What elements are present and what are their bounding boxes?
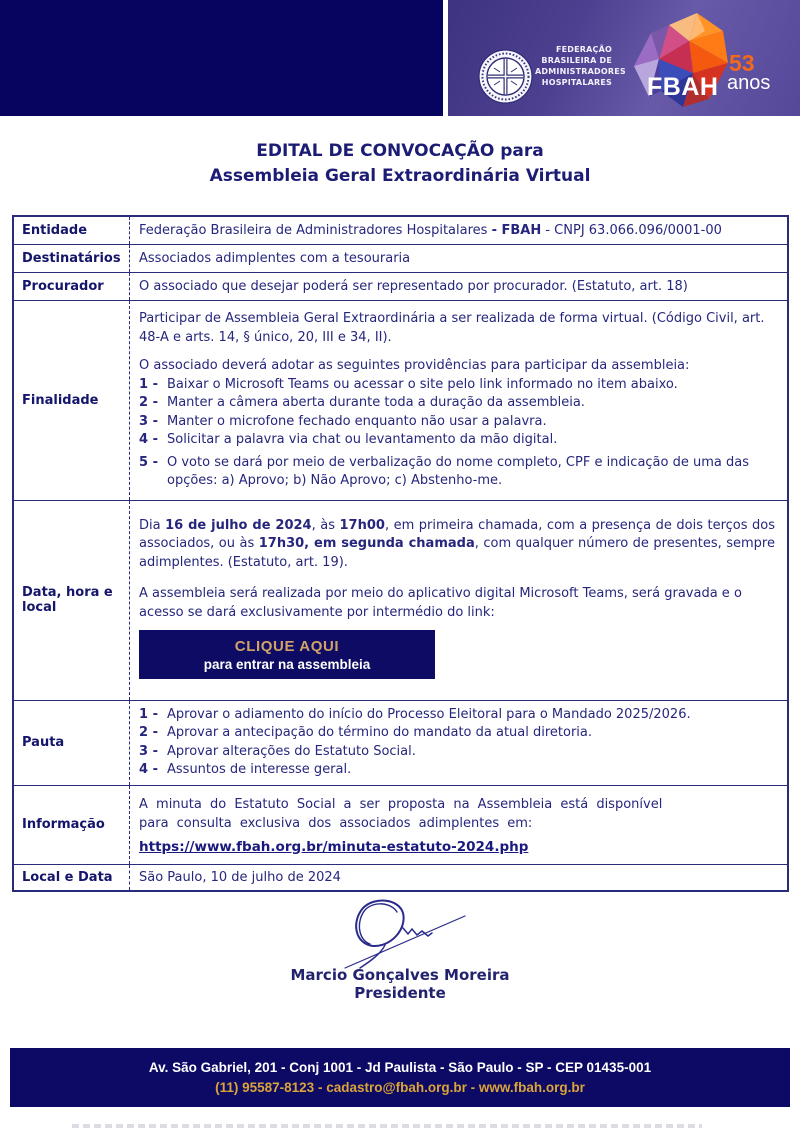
finalidade-label: Finalidade xyxy=(22,392,99,408)
pauta-value xyxy=(129,701,787,785)
procurador-label: Procurador xyxy=(22,279,104,294)
entidade-text-pre: Federação Brasileira de Administradores Hospitalares xyxy=(139,223,492,238)
finalidade-item xyxy=(139,376,775,395)
item-number: 3 - xyxy=(139,743,158,759)
entidade-value xyxy=(129,217,787,244)
item-number: 5 - xyxy=(139,454,158,470)
p1-seg: Dia xyxy=(139,517,166,533)
entidade-text xyxy=(139,223,775,238)
org-name-line: ADMINISTRADORES xyxy=(535,67,626,76)
local-data-value: São Paulo, 10 de julho de 2024 xyxy=(129,865,787,890)
footer-contact: (11) 95587-8123 - cadastro@fbah.org.br - www.fbah.org.br xyxy=(215,1080,585,1095)
pauta-item xyxy=(139,761,775,780)
finalidade-paragraph2: O associado deverá adotar as seguintes providências para participar da assembleia: xyxy=(139,358,690,373)
org-name-line: FEDERAÇÃO xyxy=(555,45,612,54)
row-informacao xyxy=(14,785,787,864)
item-text: Solicitar a palavra via chat ou levantamento da mão digital. xyxy=(167,432,558,447)
entidade-acronym-bold: - FBAH xyxy=(491,223,542,238)
meeting-date-bold: 16 de julho de 2024 xyxy=(165,517,312,533)
pauta-item xyxy=(139,724,775,743)
p1-seg: , com qualquer número de presentes, sempre adimplentes. (Estatuto, art. 19). xyxy=(139,536,775,570)
signature-scribble xyxy=(315,896,485,970)
minuta-estatuto-link[interactable]: https://www.fbah.org.br/minuta-estatuto-2024.php xyxy=(139,838,529,855)
row-data-hora-local xyxy=(14,500,787,700)
item-text: Aprovar o adiamento do início do Processo Eleitoral para o Mandado 2025/2026. xyxy=(167,706,691,722)
anniversary-word: anos xyxy=(727,72,771,94)
item-number: 4 - xyxy=(139,432,158,447)
data-hora-label: Data, hora e local xyxy=(22,585,113,615)
title-line1: EDITAL DE CONVOCAÇÃO para xyxy=(256,141,544,161)
data-hora-paragraph2: A assembleia será realizada por meio do aplicativo digital Microsoft Teams, será gravada e o acesso se dará exclusivamente por intermédio do link: xyxy=(139,586,742,620)
item-number: 2 - xyxy=(139,395,158,410)
item-number: 3 - xyxy=(139,413,158,429)
signer-name: Marcio Gonçalves Moreira xyxy=(290,966,510,984)
item-number: 1 - xyxy=(139,376,158,392)
button-line1: CLIQUE AQUI xyxy=(234,637,340,655)
row-procurador xyxy=(14,272,787,300)
pauta-item xyxy=(139,743,775,762)
informacao-line2: para consulta exclusiva dos associados adimplentes em: xyxy=(139,815,533,831)
finalidade-value xyxy=(129,301,787,500)
cutoff-faint-text xyxy=(72,1124,702,1128)
p1-seg: , às xyxy=(311,517,340,533)
p1-seg: , em primeira chamada, com a presença de dois terços dos associados, ou às xyxy=(139,517,775,551)
item-text: Baixar o Microsoft Teams ou acessar o site pelo link informado no item abaixo. xyxy=(167,376,678,392)
signature-block xyxy=(0,896,800,1002)
pauta-label: Pauta xyxy=(22,735,65,750)
informacao-line1: A minuta do Estatuto Social a ser proposta na Assembleia está disponível xyxy=(139,796,663,812)
anniversary-number: 53 xyxy=(729,50,755,76)
finalidade-item xyxy=(139,413,775,432)
entidade-label: Entidade xyxy=(22,223,88,238)
footer-address: Av. São Gabriel, 201 - Conj 1001 - Jd Paulista - São Paulo - SP - CEP 01435-001 xyxy=(148,1060,652,1075)
item-number: 2 - xyxy=(139,725,158,740)
item-number: 4 - xyxy=(139,762,158,777)
procurador-value: O associado que desejar poderá ser representado por procurador. (Estatuto, art. 18) xyxy=(129,273,787,300)
item-text: Assuntos de interesse geral. xyxy=(167,762,352,777)
item-text: Aprovar alterações do Estatuto Social. xyxy=(167,743,416,759)
header-navy-block xyxy=(0,0,443,116)
org-name-line: BRASILEIRA DE xyxy=(541,56,612,65)
signer-role: Presidente xyxy=(354,984,446,1002)
fbah-gem-logo xyxy=(631,11,731,109)
footer-bar xyxy=(10,1048,790,1107)
pauta-item xyxy=(139,706,775,725)
data-hora-paragraph1 xyxy=(139,517,775,573)
item-text: O voto se dará por meio de verbalização do nome completo, CPF e indicação de uma das opções: a) Aprovo; b) Não Aprovo; c) Abstenho-me. xyxy=(167,454,749,488)
item-text: Aprovar a antecipação do término do mandato da atual diretoria. xyxy=(167,725,593,740)
row-local-data xyxy=(14,864,787,890)
button-line2: para entrar na assembleia xyxy=(203,656,371,672)
destinatarios-value: Associados adimplentes com a tesouraria xyxy=(129,245,787,272)
first-call-time-bold: 17h00 xyxy=(339,517,385,533)
org-name xyxy=(535,44,626,88)
item-text: Manter a câmera aberta durante toda a duração da assembleia. xyxy=(167,395,585,410)
fbah-seal-icon xyxy=(477,48,534,105)
data-hora-value xyxy=(129,501,787,700)
finalidade-paragraph1: Participar de Assembleia Geral Extraordinária a ser realizada de forma virtual. (Código Civil, art. 48-A e arts. 14, § único, 20, III e 34, II). xyxy=(139,311,765,345)
informacao-label: Informação xyxy=(22,817,105,832)
row-finalidade xyxy=(14,300,787,500)
item-number: 1 - xyxy=(139,706,158,722)
second-call-bold: 17h30, em segunda chamada xyxy=(258,536,475,551)
item-text: Manter o microfone fechado enquanto não usar a palavra. xyxy=(167,413,547,429)
finalidade-item xyxy=(139,394,775,413)
fbah-acronym-text: FBAH xyxy=(647,73,719,101)
entidade-cnpj: - CNPJ 63.066.096/0001-00 xyxy=(541,223,722,238)
destinatarios-label: Destinatários xyxy=(22,251,121,266)
finalidade-item xyxy=(139,454,775,491)
edital-table xyxy=(12,215,789,892)
page-title xyxy=(0,139,800,189)
title-line2: Assembleia Geral Extraordinária Virtual xyxy=(209,166,591,186)
clique-aqui-button[interactable] xyxy=(139,630,435,679)
row-pauta xyxy=(14,700,787,785)
row-destinatarios xyxy=(14,244,787,272)
org-name-line: HOSPITALARES xyxy=(541,78,612,87)
local-data-label: Local e Data xyxy=(22,869,113,885)
informacao-value xyxy=(129,786,787,864)
row-entidade xyxy=(14,217,787,244)
finalidade-item xyxy=(139,431,775,450)
header-banner xyxy=(0,0,800,116)
